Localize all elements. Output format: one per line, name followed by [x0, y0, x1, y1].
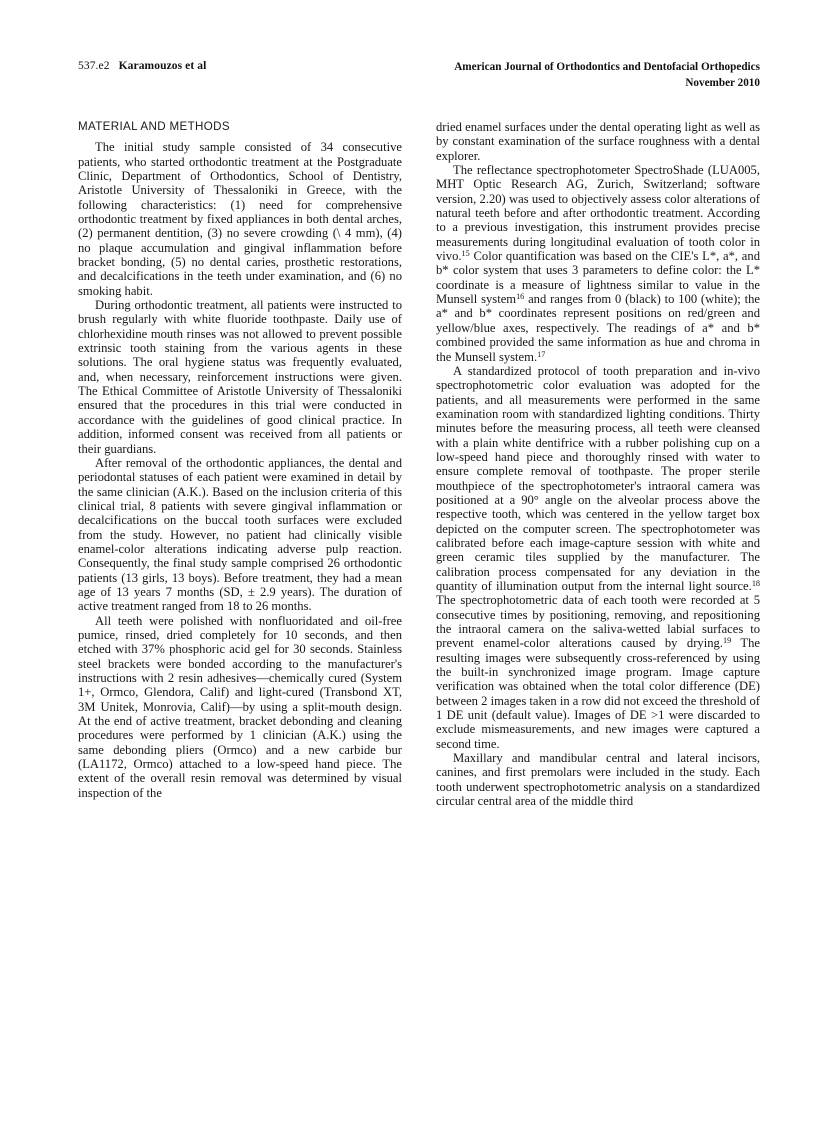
paragraph-text: and ranges from 0 (black) to 100 (white); the a* and b* coordinates represent positions on red/green and yellow/blue axes, respectively. The readings of a* and b* combined provided the same information as hue and chroma in the Munsell system. [436, 292, 760, 364]
right-column [436, 120, 760, 1025]
running-head-left [78, 60, 206, 72]
paragraph [436, 163, 760, 364]
paragraph: After removal of the orthodontic appliances, the dental and periodontal statuses of each patient were examined in detail by the same clinician (A.K.). Based on the inclusion criteria of this clinical trial, 8 patients with severe gingival inflammation or decalcifications on the buccal tooth surfaces were excluded from the study. However, no patient had clinically visible enamel-color alterations indicating adverse pulp reaction. Consequently, the final study sample comprised 26 orthodontic patients (13 girls, 13 boys). Before treatment, they had a mean age of 13 years 7 months (SD, ± 2.9 years). The duration of active treatment ranged from 18 to 26 months. [78, 455, 402, 614]
paragraph [436, 364, 760, 751]
paragraph: During orthodontic treatment, all patients were instructed to brush regularly with white fluoride toothpaste. Daily use of chlorhexidine mouth rinses was not allowed to prevent possible extrinsic tooth staining from the various agents in these solutions. The oral hygiene status was frequently evaluated, and, when necessary, reinforcement instructions were given. The Ethical Committee of Aristotle University of Thessaloniki ensured that the procedures in this trial were conducted in accordance with the guidelines of good clinical practice. In addition, informed consent was received from all patients or their guardians. [78, 298, 402, 456]
paragraph: Maxillary and mandibular central and lateral incisors, canines, and first premolars were included in the study. Each tooth underwent spectrophotometric analysis on a standardized circular central area of the middle third [436, 751, 760, 809]
reference-marker: 16 [516, 291, 525, 301]
paragraph: All teeth were polished with nonfluoridated and oil-free pumice, rinsed, dried completely for 10 seconds, and then etched with 37% phosphoric acid gel for 30 seconds. Stainless steel brackets were bonded according to the manufacturer's instructions with 2 resin adhesives—chemically cured (System 1+, Ormco, Glendora, Calif) and light-cured (Transbond XT, 3M Unitek, Monrovia, Calif)—by using a split-mouth design. At the end of active treatment, bracket debonding and cleaning procedures were performed by 1 clinician (A.K.) using the same debonding pliers (Ormco) and a new carbide bur (LA1172, Ormco) attached to a low-speed hand piece. The extent of the overall resin removal was determined by visual inspection of the [78, 613, 402, 800]
running-head-right [454, 60, 760, 91]
paragraph-continuation: dried enamel surfaces under the dental operating light as well as by constant examination of the surface roughness with a dental explorer. [436, 120, 760, 163]
paragraph-text: The spectrophotometric data of each tooth were recorded at 5 consecutive times by positioning, removing, and repositioning the intraoral camera on the saliva-wetted labial surfaces to prevent enamel-color alterations caused by drying. [436, 593, 760, 651]
issue-date: November 2010 [685, 76, 760, 89]
left-column [78, 120, 402, 1025]
reference-marker: 18 [751, 578, 760, 588]
paragraph-text: Color quantification was based on the CIE's L*, a*, and b* color system that uses 3 parameters to define color: the L* coordinate is a measure of lightness similar to value in the Munsell system [436, 249, 760, 307]
page-folio: 537.e2 [78, 60, 110, 72]
section-heading-material-and-methods: MATERIAL AND METHODS [78, 120, 230, 133]
running-head [78, 60, 760, 91]
running-head-authors: Karamouzos et al [118, 60, 207, 72]
paragraph-text: The reflectance spectrophotometer SpectroShade (LUA005, MHT Optic Research AG, Zurich, Switzerland; software version, 2.20) was used to objectively assess color alterations of natural teeth before and after orthodontic treatment. According to a previous investigation, this instrument provides precise measurements during longitudinal evaluation of tooth color in vivo. [436, 163, 760, 264]
journal-title: American Journal of Orthodontics and Dentofacial Orthopedics [454, 61, 760, 73]
paragraph-text: The resulting images were subsequently cross-referenced by using the built-in synchronized image program. Image capture verification was obtained when the total color difference (DE) between 2 images taken in a row did not exceed the threshold of 1 DE unit (default value). Images of DE >1 were discarded to exclude mismeasurements, and new images were captured a second time. [436, 636, 760, 751]
reference-marker: 15 [461, 248, 470, 258]
reference-marker: 19 [722, 636, 732, 646]
reference-marker: 17 [537, 349, 546, 359]
paragraph: The initial study sample consisted of 34 consecutive patients, who started orthodontic treatment at the Postgraduate Clinic, Department of Orthodontics, School of Dentistry, Aristotle University of Thessaloniki in Greece, with the following characteristics: (1) need for comprehensive orthodontic treatment by fixed appliances in both dental arches, (2) permanent dentition, (3) no severe crowding (\ 4 mm), (4) no plaque accumulation and gingival inflammation before bracket bonding, (5) no dental caries, prosthetic restorations, and decalcifications in the teeth under examination, and (6) no smoking habit. [78, 140, 402, 298]
paragraph-text: A standardized protocol of tooth preparation and in-vivo spectrophotometric color evaluation was adopted for the patients, and all measurements were performed in the same examination room with standardized lighting conditions. Thirty minutes before the measuring process, all teeth were cleansed with a plain white dentifrice with a rubber polishing cup on a low-speed hand piece and thoroughly rinsed with water to ensure complete removal of toothpaste. The proper sterile mouthpiece of the spectrophotometer's intraoral camera was positioned at a 90° angle on the alveolar process above the respective tooth, which was centered in the yellow target box depicted on the computer screen. The spectrophotometer was calibrated before each image-capture session with white and green ceramic tiles supplied by the manufacturer. The calibration process compensated for any deviation in the quantity of illumination output from the internal light source. [436, 363, 760, 593]
body-columns [78, 120, 760, 1025]
